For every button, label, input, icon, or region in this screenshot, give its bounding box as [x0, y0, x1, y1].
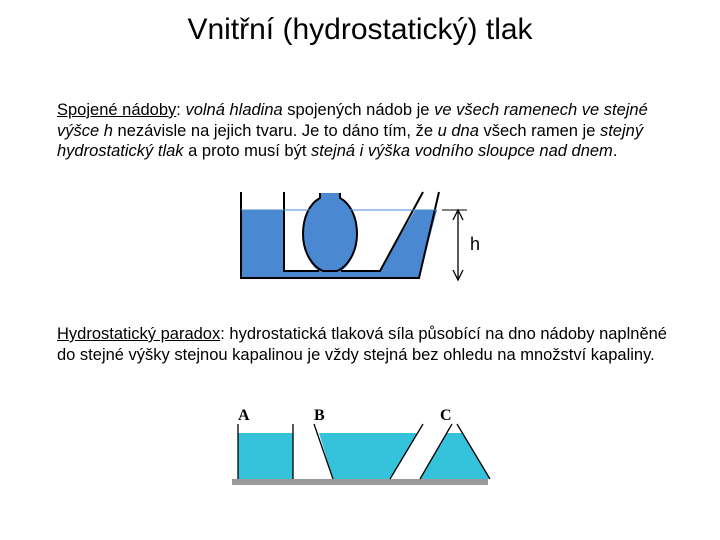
text-run: nezávisle na jejich tvaru. Je to dáno tím, že [112, 121, 438, 140]
paradox-text: hydrostatická tlaková síla působící na dno nádoby naplněné do stejné výšky stejnou kapalinou je vždy stejná bez ohledu na množství kapaliny. [57, 325, 667, 364]
text-same-column: stejná i výška vodního sloupce nad dnem [311, 142, 613, 160]
text-free-surface: volná hladina [185, 101, 283, 119]
text-run: spojených nádob je [282, 101, 435, 119]
paragraph-hydrostatic-paradox [57, 324, 687, 365]
vessel-label-c: C [440, 407, 452, 424]
vessels-bulb [303, 193, 357, 271]
text-same-height: ve všech ramenech ve stejné výšce h [57, 101, 648, 140]
text-same-pressure: stejný hydrostatický tlak [57, 121, 644, 160]
colon: : [220, 325, 230, 343]
base-platform [232, 479, 488, 485]
term-hydrostatic-paradox: Hydrostatický paradox [57, 325, 221, 343]
text-run: všech ramen je [478, 121, 600, 140]
vessel-label-b: B [314, 407, 325, 424]
colon: : [176, 101, 186, 119]
communicating-vessels-figure [237, 190, 497, 290]
term-communicating-vessels: Spojené nádoby [57, 101, 177, 119]
vessel-c-liquid [420, 433, 490, 479]
text-at-bottom: u dna [437, 121, 479, 140]
paragraph-communicating-vessels [57, 100, 687, 162]
height-label: h [470, 234, 481, 254]
hydrostatic-paradox-figure [230, 402, 492, 494]
text-run: . [612, 142, 618, 160]
vessel-label-a: A [238, 407, 250, 424]
slide-title: Vnitřní (hydrostatický) tlak [187, 13, 533, 46]
vessel-a-liquid [238, 433, 293, 479]
text-run: a proto musí být [183, 142, 312, 160]
